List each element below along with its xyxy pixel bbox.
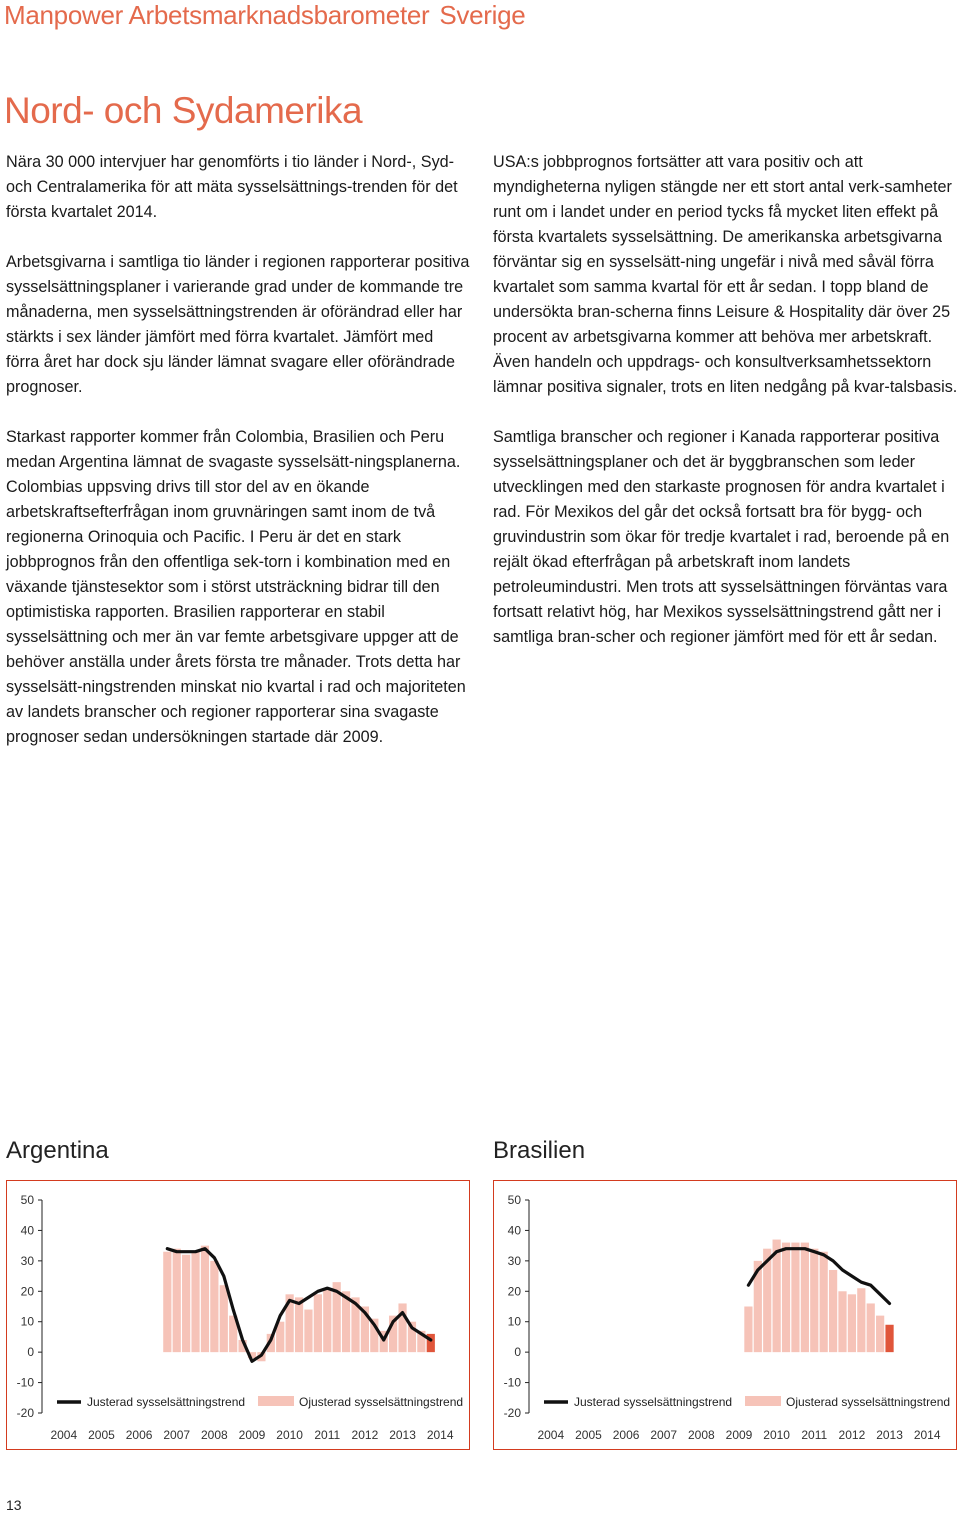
chart-svg-argentina [7,1181,471,1451]
x-tick-label: 2014 [913,1428,941,1442]
x-tick-label: 2004 [50,1428,78,1442]
page-number: 13 [6,1497,22,1513]
legend-label: Ojusterad sysselsättningstrend [786,1395,951,1409]
chart-bar [829,1270,837,1352]
chart-argentina [6,1180,470,1450]
y-tick-label: 20 [507,1284,521,1299]
x-tick-label: 2006 [612,1428,640,1442]
chart-bar [885,1325,893,1352]
paragraph: Samtliga branscher och regioner i Kanada rapporterar positiva sysselsättningsplaner och det är byggbranschen som leder utvecklingen med den starkaste prognosen för andra kvartalet i rad. För Mexikos del går det också fortsatt bra för bygg- och gruvindustrin som ökar för tredje kvartalet i rad, beroende på en rejält ökad efterfrågan på arbetskraft inom landets petroleumindustri. Men trots att sysselsättningen förväntas vara fortsatt relativt hög, har Mexikos sysselsättningstrend gått ner i samtliga bran-scher och regioner jämfört med för ett år sedan. [493,428,950,646]
chart-bar [782,1243,790,1353]
chart-bar [210,1261,218,1352]
y-tick-label: 10 [20,1314,34,1329]
y-tick-label: 50 [507,1193,521,1207]
chart-bar [304,1310,312,1353]
legend-label: Justerad sysselsättningstrend [87,1395,246,1409]
chart-bar [848,1294,856,1352]
x-tick-label: 2007 [650,1428,678,1442]
chart-bar [867,1303,875,1352]
paragraph: USA:s jobbprognos fortsätter att vara positiv och att myndigheterna nyligen stängde ner ett stort antal verk-samheter runt om i landet under en period tycks få mycket liten effekt på första kvartalets sysselsättning. De amerikanska arbetsgivarna förväntar sig en sysselsätt-ning ungefär i nivå med såväl förra kvartalet som samma kvartal för ett år sedan. I topp bland de undersökta bran-scherna finns Leisure & Hospitality där över 25 procent av arbetsgivarna kommer att behöva mer arbetskraft. Även handeln och uppdrags- och konsultverksamhetssektorn lämnar positiva signaler, trots en liten nedgång på kvar-talsbasis. [493,153,958,396]
x-tick-label: 2004 [537,1428,565,1442]
chart-brasilien [493,1180,957,1450]
paragraph: Starkast rapporter kommer från Colombia, Brasilien och Peru medan Argentina lämnat de svagaste sysselsätt-ningsplanerna. Colombias uppsving drivs till stor del av en ökande arbetskraftsefterfrågan inom gruvnäringen samt inom de två regionerna Orinoquia och Pacific. I Peru är det en stark jobbprognos från den offentliga sek-torn i kombination med en växande tjänstesektor som i störst utsträckning bidrar till den optimistiska rapporten. Brasilien rapporterar en stabil sysselsättning och mer än var femte arbetsgivare uppger att de behöver anställa under årets första tre månader. Trots detta har sysselsätt-ningstrenden minskat nio kvartal i rad och majoriteten av landets branscher och regioner rapporterar sina svagaste prognoser sedan undersökningen startade där 2009. [6,428,466,746]
chart-bar [857,1288,865,1352]
y-tick-label: 40 [507,1223,521,1238]
y-tick-label: -20 [503,1406,521,1420]
chart-bar [810,1249,818,1352]
chart-bar [314,1294,322,1352]
legend-label: Ojusterad sysselsättningstrend [299,1395,464,1409]
x-tick-label: 2010 [763,1428,790,1442]
x-tick-label: 2012 [838,1428,866,1442]
legend-label: Justerad sysselsättningstrend [574,1395,733,1409]
y-tick-label: -20 [16,1406,34,1420]
y-tick-label: 0 [27,1345,34,1360]
y-tick-label: 20 [20,1284,34,1299]
legend-bar-swatch [258,1396,294,1406]
x-tick-label: 2009 [725,1428,753,1442]
running-header [4,0,525,31]
x-tick-label: 2012 [351,1428,379,1442]
y-tick-label: 30 [20,1253,34,1268]
chart-bar [182,1255,190,1352]
page-title: Nord- och Sydamerika [4,90,363,131]
chart-bar [191,1252,199,1352]
y-tick-label: 50 [20,1193,34,1207]
x-tick-label: 2013 [389,1428,416,1442]
x-tick-label: 2008 [201,1428,228,1442]
chart-title-brasilien: Brasilien [493,1137,586,1164]
x-tick-label: 2005 [575,1428,602,1442]
chart-bar [801,1243,809,1353]
x-tick-label: 2010 [276,1428,303,1442]
y-tick-label: -10 [503,1375,521,1390]
x-tick-label: 2011 [801,1428,828,1442]
chart-title-argentina: Argentina [6,1137,109,1164]
paragraph: Nära 30 000 intervjuer har genomförts i tio länder i Nord-, Syd- och Centralamerika för att mäta sysselsättnings-trenden för det första kvartalet 2014. [6,153,458,221]
chart-bar [820,1252,828,1352]
chart-bar [838,1291,846,1352]
x-tick-label: 2006 [125,1428,153,1442]
chart-bar [791,1243,799,1353]
legend-bar-swatch [745,1396,781,1406]
left-column [6,150,471,775]
chart-bar [220,1285,228,1352]
chart-bar [323,1288,331,1352]
header-region: Sverige [439,0,526,30]
y-tick-label: 0 [514,1345,521,1360]
chart-bar [163,1252,171,1352]
chart-svg-brasilien [494,1181,958,1451]
x-tick-label: 2005 [88,1428,115,1442]
chart-bar [173,1249,181,1352]
chart-bar [744,1307,752,1353]
chart-bar [398,1303,406,1352]
x-tick-label: 2014 [426,1428,454,1442]
y-tick-label: 30 [507,1253,521,1268]
x-tick-label: 2011 [314,1428,341,1442]
header-title: Manpower Arbetsmarknadsbarometer [4,0,430,30]
chart-bar [876,1316,884,1353]
chart-bar [295,1297,303,1352]
x-tick-label: 2013 [876,1428,903,1442]
x-tick-label: 2009 [238,1428,266,1442]
y-tick-label: 40 [20,1223,34,1238]
x-tick-label: 2008 [688,1428,715,1442]
chart-bar [201,1246,209,1353]
x-tick-label: 2007 [163,1428,191,1442]
y-tick-label: 10 [507,1314,521,1329]
paragraph: Arbetsgivarna i samtliga tio länder i regionen rapporterar positiva sysselsättningsplaner i varierande grad under de kommande tre månaderna, men sysselsättningstrenden är oförändrad eller har stärkts i sex länder jämfört med förra kvartalet. Jämfört med förra året har dock sju länder lämnat svagare eller oförändrade prognoser. [6,253,470,396]
y-tick-label: -10 [16,1375,34,1390]
right-column [493,150,958,675]
